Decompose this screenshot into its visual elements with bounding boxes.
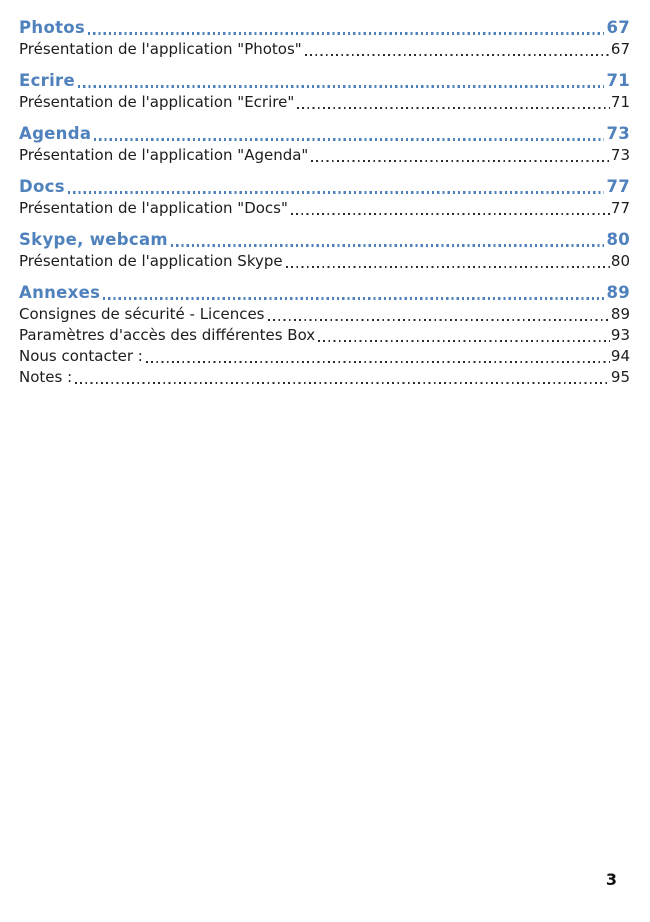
toc-section-row[interactable] bbox=[19, 70, 630, 92]
toc-entry-label: Présentation de l'application "Ecrire" bbox=[19, 93, 295, 111]
dot-leader bbox=[286, 266, 610, 268]
toc-section-title: Docs bbox=[19, 177, 65, 196]
toc-section bbox=[19, 123, 630, 166]
toc-section-title: Annexes bbox=[19, 283, 101, 302]
toc-entry-page-number: 71 bbox=[610, 93, 630, 111]
dot-leader bbox=[297, 107, 610, 109]
toc-section-page-number: 80 bbox=[606, 230, 630, 249]
dot-leader bbox=[311, 160, 610, 162]
toc-entry-row[interactable] bbox=[19, 304, 630, 325]
dot-leader bbox=[318, 340, 610, 342]
dot-leader bbox=[88, 32, 604, 35]
toc-entry-page-number: 67 bbox=[610, 40, 630, 58]
toc-section-row[interactable] bbox=[19, 229, 630, 251]
toc-entry-label: Consignes de sécurité - Licences bbox=[19, 305, 265, 323]
toc-entry-page-number: 77 bbox=[610, 199, 630, 217]
toc-section bbox=[19, 282, 630, 388]
toc-entry-page-number: 89 bbox=[610, 305, 630, 323]
dot-leader bbox=[68, 191, 605, 194]
toc-entry-row[interactable] bbox=[19, 346, 630, 367]
toc-section bbox=[19, 70, 630, 113]
toc-section bbox=[19, 229, 630, 272]
toc-entry-label: Paramètres d'accès des différentes Box bbox=[19, 326, 316, 344]
toc-section-page-number: 89 bbox=[606, 283, 630, 302]
dot-leader bbox=[103, 297, 604, 300]
toc-section-title: Agenda bbox=[19, 124, 92, 143]
toc-entry-label: Présentation de l'application "Agenda" bbox=[19, 146, 309, 164]
page-number: 3 bbox=[605, 870, 617, 889]
toc-section-page-number: 67 bbox=[606, 18, 630, 37]
table-of-contents bbox=[19, 17, 630, 388]
dot-leader bbox=[291, 213, 610, 215]
toc-entry-page-number: 93 bbox=[610, 326, 630, 344]
toc-entry-page-number: 73 bbox=[610, 146, 630, 164]
toc-entry-row[interactable] bbox=[19, 198, 630, 219]
toc-entry-row[interactable] bbox=[19, 145, 630, 166]
toc-entry-label: Présentation de l'application Skype bbox=[19, 252, 283, 270]
toc-section bbox=[19, 17, 630, 60]
dot-leader bbox=[268, 319, 610, 321]
toc-entry-label: Nous contacter : bbox=[19, 347, 143, 365]
toc-section-row[interactable] bbox=[19, 17, 630, 39]
toc-entry-label: Notes : bbox=[19, 368, 73, 386]
toc-entry-page-number: 94 bbox=[610, 347, 630, 365]
toc-section bbox=[19, 176, 630, 219]
dot-leader bbox=[171, 244, 605, 247]
toc-section-row[interactable] bbox=[19, 282, 630, 304]
toc-section-page-number: 73 bbox=[606, 124, 630, 143]
toc-entry-label: Présentation de l'application "Photos" bbox=[19, 40, 302, 58]
toc-entry-page-number: 95 bbox=[610, 368, 630, 386]
toc-entry-label: Présentation de l'application "Docs" bbox=[19, 199, 288, 217]
toc-entry-row[interactable] bbox=[19, 325, 630, 346]
dot-leader bbox=[305, 54, 610, 56]
dot-leader bbox=[78, 85, 604, 88]
toc-section-page-number: 77 bbox=[606, 177, 630, 196]
dot-leader bbox=[146, 361, 610, 363]
toc-entry-row[interactable] bbox=[19, 251, 630, 272]
toc-section-page-number: 71 bbox=[606, 71, 630, 90]
toc-section-title: Photos bbox=[19, 18, 86, 37]
toc-section-title: Ecrire bbox=[19, 71, 75, 90]
toc-section-row[interactable] bbox=[19, 123, 630, 145]
toc-entry-row[interactable] bbox=[19, 92, 630, 113]
dot-leader bbox=[94, 138, 604, 141]
toc-entry-page-number: 80 bbox=[610, 252, 630, 270]
toc-entry-row[interactable] bbox=[19, 39, 630, 60]
dot-leader bbox=[75, 382, 610, 384]
toc-section-title: Skype, webcam bbox=[19, 230, 168, 249]
toc-section-row[interactable] bbox=[19, 176, 630, 198]
toc-entry-row[interactable] bbox=[19, 367, 630, 388]
